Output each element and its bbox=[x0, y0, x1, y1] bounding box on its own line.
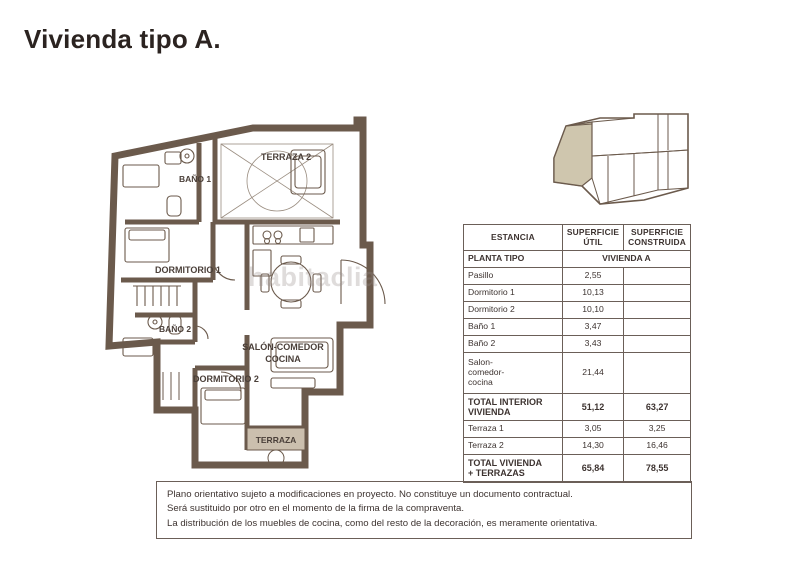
cell-room-name: Dormitorio 1 bbox=[464, 285, 563, 302]
room-label-salon-comedor: SALÓN-COMEDOR bbox=[242, 342, 324, 352]
cell-util: 14,30 bbox=[562, 438, 623, 455]
room-label-terraza-2: TERRAZA 2 bbox=[261, 152, 312, 162]
room-label-bano-1: BAÑO 1 bbox=[179, 174, 212, 184]
table-row-planta-tipo bbox=[464, 251, 691, 268]
table-row bbox=[464, 285, 691, 302]
cell-room-name: Pasillo bbox=[464, 268, 563, 285]
disclaimer-line-3: La distribución de los muebles de cocina, como del resto de la decoración, es meramente orientativa. bbox=[167, 517, 598, 529]
room-label-dormitorio-1: DORMITORIO 1 bbox=[155, 265, 221, 275]
table-row bbox=[464, 421, 691, 438]
table-row bbox=[464, 335, 691, 352]
table-row bbox=[464, 352, 691, 393]
header-superficie-construida-line2: CONSTRUIDA bbox=[628, 236, 686, 247]
watermark: habitaclia bbox=[248, 262, 378, 292]
cell-construida bbox=[624, 318, 691, 335]
cell-util: 21,44 bbox=[562, 352, 623, 393]
table-row bbox=[464, 268, 691, 285]
room-label-bano-2: BAÑO 2 bbox=[159, 324, 192, 334]
areas-table bbox=[463, 224, 691, 483]
floor-plan bbox=[95, 110, 455, 490]
table-row-total-vivienda bbox=[464, 455, 691, 483]
header-superficie-util bbox=[562, 225, 623, 251]
cell-util: 2,55 bbox=[562, 268, 623, 285]
cell-room-name: TOTAL INTERIOR VIVIENDA bbox=[464, 393, 563, 421]
cell-planta-tipo-value: VIVIENDA A bbox=[562, 251, 690, 268]
cell-construida: 63,27 bbox=[624, 393, 691, 421]
cell-room-name: Salon- comedor- cocina bbox=[464, 352, 563, 393]
header-superficie-util-line1: SUPERFICIE bbox=[566, 227, 620, 237]
header-superficie-construida bbox=[624, 225, 691, 251]
cell-construida: 78,55 bbox=[624, 455, 691, 483]
header-estancia: ESTANCIA bbox=[464, 225, 563, 251]
cell-util: 3,43 bbox=[562, 335, 623, 352]
cell-construida: 16,46 bbox=[624, 438, 691, 455]
table-row bbox=[464, 301, 691, 318]
table-row bbox=[464, 318, 691, 335]
header-superficie-util-line2: ÚTIL bbox=[583, 236, 603, 247]
cell-room-name: Terraza 2 bbox=[464, 438, 563, 455]
disclaimer-box bbox=[156, 481, 692, 539]
disclaimer-line-1: Plano orientativo sujeto a modificaciones en proyecto. No constituye un documento contractual. bbox=[167, 489, 573, 500]
cell-construida bbox=[624, 301, 691, 318]
cell-construida bbox=[624, 352, 691, 393]
page-title: Vivienda tipo A. bbox=[24, 24, 221, 54]
key-plan bbox=[548, 112, 698, 212]
disclaimer-line-2: Será sustituido por otro en el momento de la firma de la compraventa. bbox=[167, 503, 465, 515]
cell-util: 51,12 bbox=[562, 393, 623, 421]
header-superficie-construida-line1: SUPERFICIE bbox=[630, 227, 684, 237]
room-label-cocina: COCINA bbox=[265, 354, 301, 364]
cell-construida: 3,25 bbox=[624, 421, 691, 438]
table-row-total-interior bbox=[464, 393, 691, 421]
cell-util: 10,10 bbox=[562, 301, 623, 318]
room-label-dormitorio-2: DORMITORIO 2 bbox=[193, 374, 259, 384]
cell-construida bbox=[624, 268, 691, 285]
cell-room-name: Dormitorio 2 bbox=[464, 301, 563, 318]
table-header-row bbox=[464, 225, 691, 251]
cell-util: 3,05 bbox=[562, 421, 623, 438]
room-label-terraza: TERRAZA bbox=[255, 435, 297, 445]
table-row bbox=[464, 438, 691, 455]
cell-room-name: Baño 2 bbox=[464, 335, 563, 352]
cell-util: 3,47 bbox=[562, 318, 623, 335]
cell-util: 10,13 bbox=[562, 285, 623, 302]
cell-planta-tipo-name: PLANTA TIPO bbox=[464, 251, 563, 268]
cell-room-name: Baño 1 bbox=[464, 318, 563, 335]
areas-table-container bbox=[463, 224, 691, 483]
cell-construida bbox=[624, 285, 691, 302]
cell-room-name: TOTAL VIVIENDA + TERRAZAS bbox=[464, 455, 563, 483]
cell-room-name: Terraza 1 bbox=[464, 421, 563, 438]
cell-construida bbox=[624, 335, 691, 352]
cell-util: 65,84 bbox=[562, 455, 623, 483]
